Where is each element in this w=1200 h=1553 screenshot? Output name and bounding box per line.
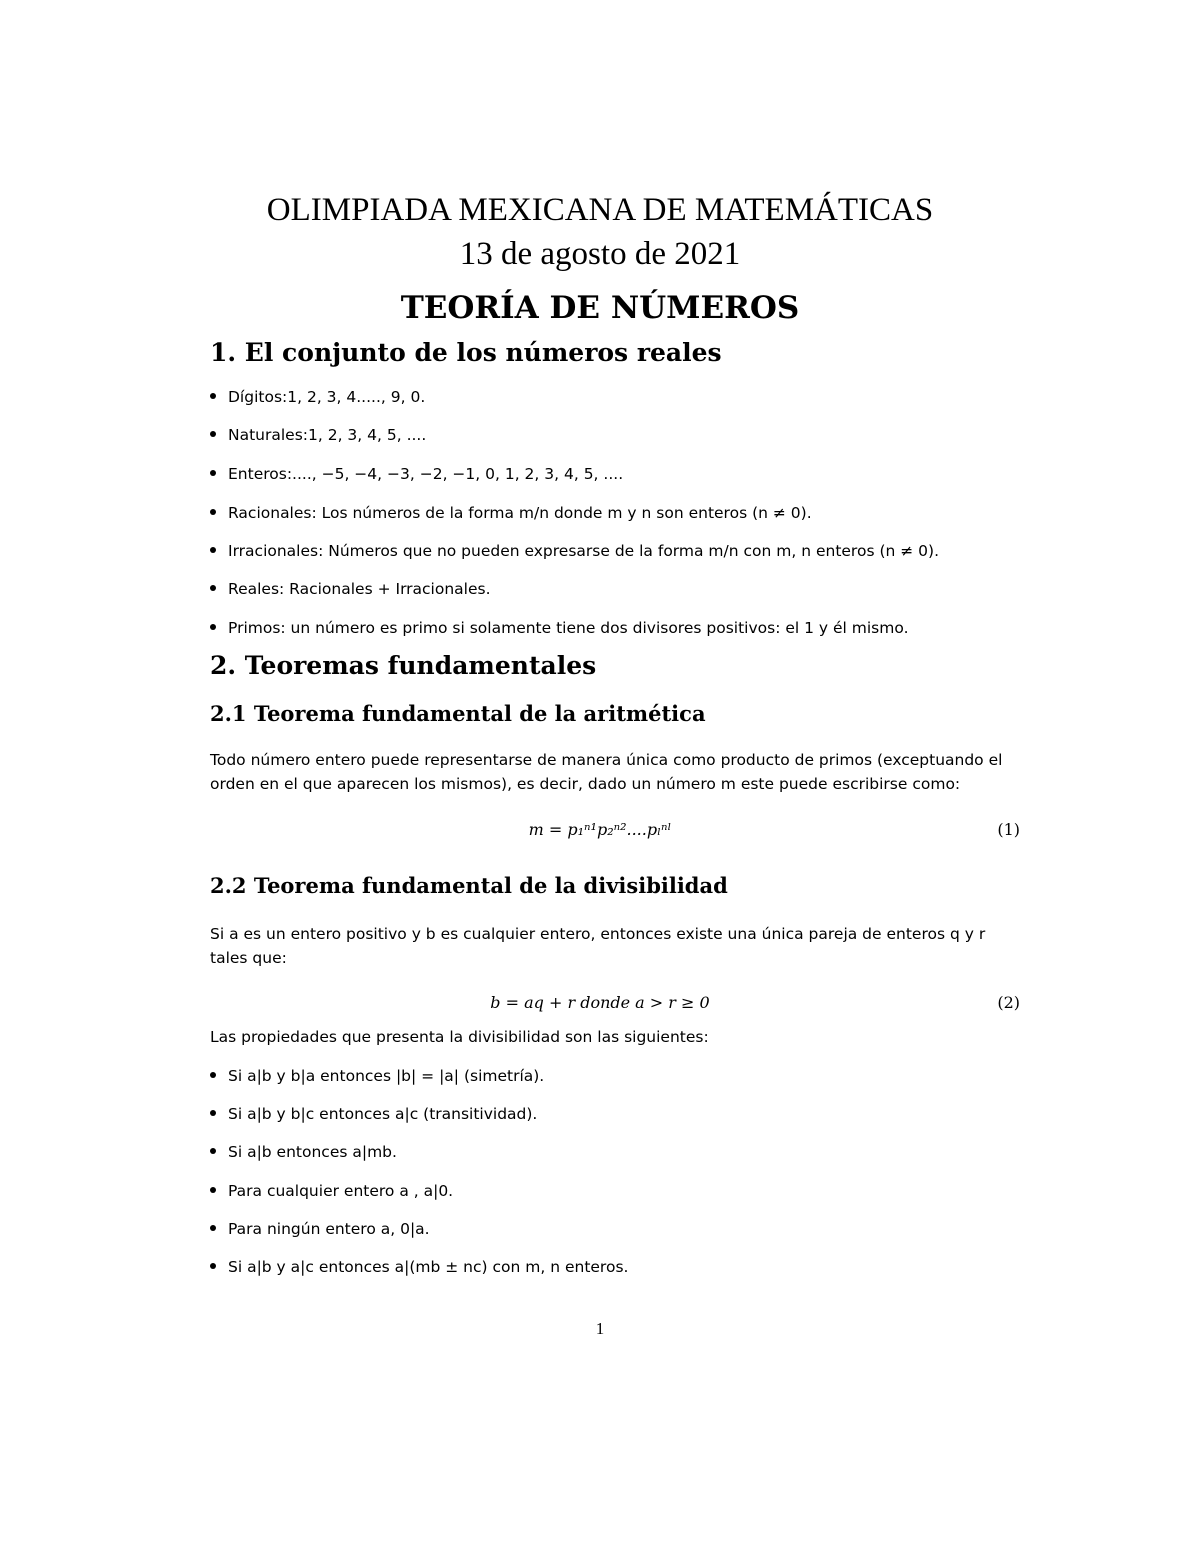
document-date: 13 de agosto de 2021 bbox=[459, 236, 741, 272]
equation-1: m = p₁ⁿ¹p₂ⁿ²....pₗⁿˡ bbox=[528, 820, 672, 839]
list-item: Para cualquier entero a , a|0. bbox=[210, 1180, 453, 1202]
bullet-icon bbox=[210, 1225, 216, 1231]
list-item: Naturales:1, 2, 3, 4, 5, .... bbox=[210, 424, 426, 446]
list-item: Enteros:...., −5, −4, −3, −2, −1, 0, 1, 2, 3, 4, 5, .... bbox=[210, 463, 623, 485]
paragraph-divisibility: Si a es un entero positivo y b es cualquier entero, entonces existe una única pareja de enteros q y r tales que: bbox=[210, 925, 986, 967]
list-item: Para ningún entero a, 0|a. bbox=[210, 1218, 430, 1240]
bullet-icon bbox=[210, 585, 216, 591]
equation-2: b = aq + r donde a > r ≥ 0 bbox=[490, 993, 710, 1012]
subsection-heading-2-2: 2.2 Teorema fundamental de la divisibilidad bbox=[210, 873, 728, 898]
subsection-heading-2-1: 2.1 Teorema fundamental de la aritmética bbox=[210, 701, 706, 726]
document-subject: TEORÍA DE NÚMEROS bbox=[400, 290, 800, 326]
bullet-icon bbox=[210, 470, 216, 476]
list-item: Si a|b y b|c entonces a|c (transitividad). bbox=[210, 1103, 537, 1125]
equation-number-2: (2) bbox=[997, 993, 1020, 1012]
list-item: Irracionales: Números que no pueden expresarse de la forma m/n con m, n enteros (n ≠ 0). bbox=[210, 540, 939, 562]
paragraph-arithmetic: Todo número entero puede representarse de manera única como producto de primos (exceptuando el orden en el que aparecen los mismos), es decir, dado un número m este puede escribirse como: bbox=[210, 751, 1003, 793]
bullet-icon bbox=[210, 393, 216, 399]
equation-number-1: (1) bbox=[997, 820, 1020, 839]
bullet-icon bbox=[210, 1148, 216, 1154]
bullet-icon bbox=[210, 1263, 216, 1269]
section-heading-1: 1. El conjunto de los números reales bbox=[210, 338, 722, 367]
document-title: OLIMPIADA MEXICANA DE MATEMÁTICAS bbox=[266, 192, 934, 228]
list-item: Si a|b y b|a entonces |b| = |a| (simetría). bbox=[210, 1065, 544, 1087]
list-item: Reales: Racionales + Irracionales. bbox=[210, 578, 491, 600]
bullet-icon bbox=[210, 1072, 216, 1078]
list-item: Primos: un número es primo si solamente tiene dos divisores positivos: el 1 y él mismo. bbox=[210, 617, 909, 639]
bullet-icon bbox=[210, 1110, 216, 1116]
bullet-icon bbox=[210, 509, 216, 515]
section-heading-2: 2. Teoremas fundamentales bbox=[210, 651, 597, 680]
bullet-icon bbox=[210, 547, 216, 553]
bullet-icon bbox=[210, 624, 216, 630]
list-item: Si a|b entonces a|mb. bbox=[210, 1141, 397, 1163]
list-item: Racionales: Los números de la forma m/n donde m y n son enteros (n ≠ 0). bbox=[210, 502, 812, 524]
properties-intro: Las propiedades que presenta la divisibilidad son las siguientes: bbox=[210, 1028, 709, 1046]
list-item: Si a|b y a|c entonces a|(mb ± nc) con m, n enteros. bbox=[210, 1256, 628, 1278]
list-item: Dígitos:1, 2, 3, 4....., 9, 0. bbox=[210, 386, 425, 408]
bullet-icon bbox=[210, 1187, 216, 1193]
bullet-icon bbox=[210, 431, 216, 437]
page-number: 1 bbox=[595, 1319, 605, 1338]
